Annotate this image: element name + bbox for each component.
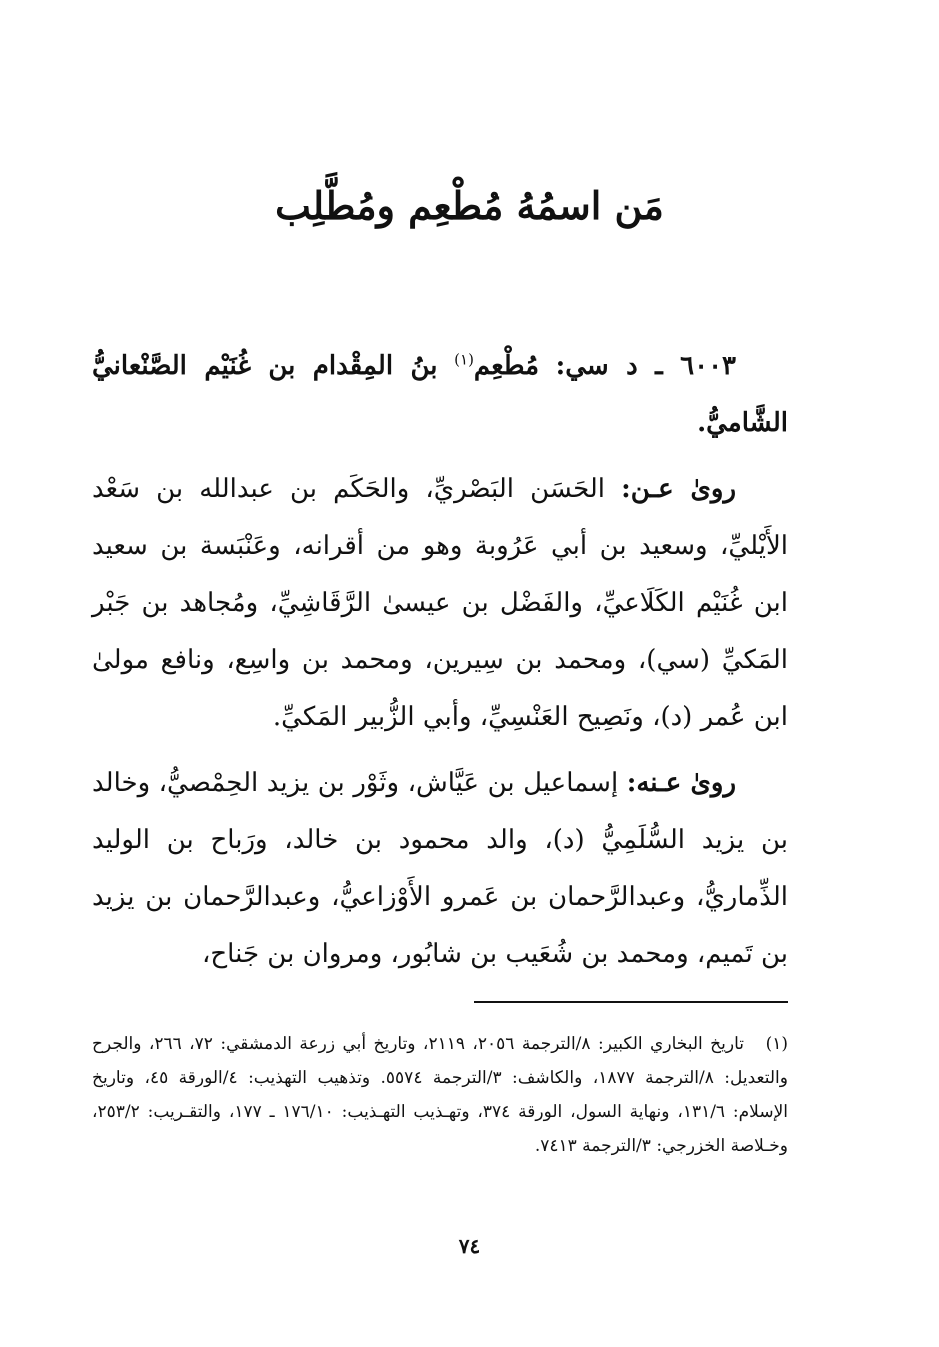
footnote-reference: (١) [454, 350, 474, 369]
narrated-by-paragraph [92, 755, 788, 983]
page-number: ٧٤ [458, 1234, 481, 1258]
footnote-text: تاريخ البخاري الكبير: ٨/الترجمة ٢٠٥٦، ٢١١٩، وتاريخ أبي زرعة الدمشقي: ٧٢، ٢٦٦، والجرح والتعديل: ٨/الترجمة ١٨٧٧، والكاشف: ٣/الترجمة ٥٥٧٤. وتذهيب التهذيب: ٤/الورقة ٤٥، وتاريخ الإسلام: ١٣١/٦، ونهاية السول، الورقة ٣٧٤، وتهـذيب التهـذيب: ١٧٦/١٠ ـ ١٧٧، والتقـريب: ٢٥٣/٢، وخـلاصة الخزرجي: ٣/الترجمة ٧٤١٣. [92, 1034, 788, 1156]
entry-heading [92, 338, 788, 452]
footnote-marker: (١) [765, 1034, 788, 1054]
footnote-item [92, 1027, 788, 1163]
narrated-by-text: إسماعيل بن عَيَّاش، وثَوْر بن يزيد الحِمْصيُّ، وخالد بن يزيد السُّلَمِيُّ (د)، والد محمود بن خالد، ورَباح بن الوليد الذِّماريُّ، وعبدالرَّحمان بن عَمرو الأَوْزاعيُّ، وعبدالرَّحمان بن يزيد بن تَميم، ومحمد بن شُعَيب بن شابُور، ومروان بن جَناح، [92, 768, 788, 969]
chapter-title: مَن اسمُهُ مُطْعِم ومُطَّلِب [275, 183, 664, 228]
entry-number: ٦٠٠٣ ـ د سي: [555, 351, 736, 381]
narrated-by-label: روىٰ عـنه: [626, 768, 737, 798]
entry-name-rest: بنُ المِقْدام بن غُنَيْم الصَّنْعانيُّ الشَّاميُّ. [92, 351, 788, 438]
entry-name: مُطْعِم [473, 351, 540, 381]
narrated-from-label: روىٰ عـن: [621, 474, 736, 504]
biography-entry [92, 338, 788, 992]
narrated-from-text: الحَسَن البَصْريِّ، والحَكَم بن عبدالله بن سَعْد الأَيْليِّ، وسعيد بن أبي عَرُوبة وهو من أقرانه، وعَنْبَسة بن سعيد ابن غُنَيْم الكَلَاعيِّ، والفَضْل بن عيسىٰ الرَّقَاشِيِّ، ومُجاهد بن جَبْر المَكيِّ (سي)، ومحمد بن سِيرين، ومحمد بن واسِع، ونافع مولىٰ ابن عُمر (د)، ونَصِيح العَنْسِيِّ، وأبي الزُّبير المَكيِّ. [92, 474, 788, 732]
narrated-from-paragraph [92, 461, 788, 746]
footnotes-section [92, 1027, 788, 1163]
footnote-divider [474, 1001, 788, 1003]
